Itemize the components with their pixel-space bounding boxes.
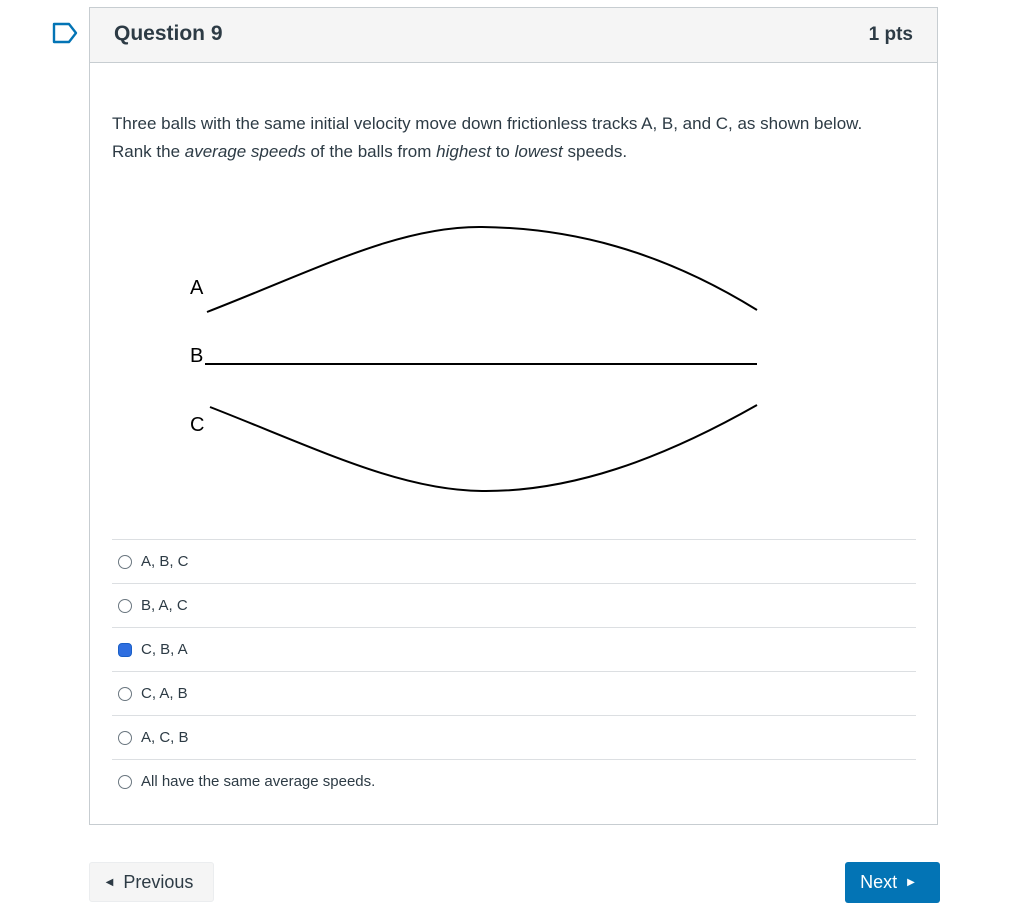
tracks-diagram [89, 210, 789, 510]
radio-button[interactable] [118, 775, 132, 789]
caret-right-icon: ▶ [907, 877, 915, 888]
answer-option-selected[interactable] [112, 627, 916, 671]
caret-left-icon: ◀ [105, 876, 114, 888]
radio-button-checked[interactable] [118, 643, 132, 657]
previous-label: Previous [123, 871, 194, 892]
next-button[interactable] [845, 862, 940, 903]
answer-option[interactable] [112, 539, 916, 583]
radio-button[interactable] [118, 731, 132, 745]
answer-label: C, B, A [141, 641, 188, 658]
track-a [207, 227, 757, 312]
question-title: Question 9 [114, 22, 223, 45]
track-label-b: B [190, 345, 204, 367]
next-label: Next [860, 872, 898, 892]
question-text: Three balls with the same initial velocity move down frictionless tracks A, B, and C, as shown below. Rank the average speeds of the balls from highest to lowest speeds. [112, 114, 863, 161]
answer-label: All have the same average speeds. [141, 773, 376, 790]
answer-label: C, A, B [141, 685, 188, 702]
question-header [90, 8, 937, 63]
answer-option[interactable] [112, 671, 916, 715]
flag-icon[interactable] [52, 22, 78, 44]
answer-label: B, A, C [141, 597, 188, 614]
answer-option[interactable] [112, 759, 916, 803]
radio-button[interactable] [118, 599, 132, 613]
answer-label: A, B, C [141, 553, 189, 570]
radio-button[interactable] [118, 555, 132, 569]
answer-label: A, C, B [141, 729, 189, 746]
track-label-c: C [190, 414, 205, 436]
answer-option[interactable] [112, 715, 916, 759]
radio-button[interactable] [118, 687, 132, 701]
answer-list [112, 539, 916, 803]
track-c [210, 405, 757, 491]
previous-button[interactable] [89, 862, 214, 902]
question-points: 1 pts [868, 24, 913, 45]
track-label-a: A [190, 277, 204, 299]
answer-option[interactable] [112, 583, 916, 627]
